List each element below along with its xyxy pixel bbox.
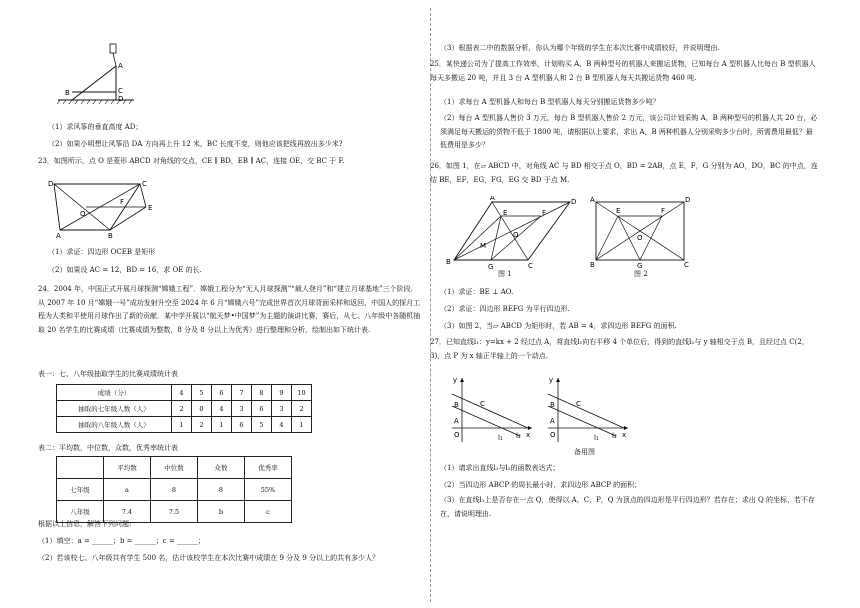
q27-part1: （1）请求出直线l₁与l₂的函数表达式；	[440, 464, 560, 472]
q24-part2: （2）若该校七、八年级共有学生 500 名，估计该校学生在本次比赛中成绩在 9 分及 9 分以上的共有多少人？	[38, 554, 380, 562]
kite-figure	[56, 40, 136, 108]
table-cell: 抽取的七年级人数（人）	[57, 401, 172, 417]
kite-label-a: A	[118, 62, 123, 70]
q26-stem: 26．如图 1，在▱ ABCD 中，对角线 AC 与 BD 相交于点 O，BD = 2AB，点 E，F，G 分别为 AO，DO，BC 的中点，连结 BE，EF，EG，FG，EG 交 BD 于点 M.	[430, 162, 818, 184]
table-cell: 4	[212, 401, 232, 417]
table-cell: 7.5	[151, 501, 198, 523]
line-label-l2: l₂	[516, 432, 521, 440]
table-cell: 4	[172, 385, 192, 401]
q26-part3: （3）如图 2，当▱ ABCD 为矩形时，若 AB = 4，求四边形 BEFG 的面积.	[440, 322, 677, 330]
table-cell: 平均数	[104, 457, 151, 479]
fig2-label-c: C	[684, 261, 689, 269]
table-cell: c	[245, 501, 292, 523]
line-label-l1: l₁	[498, 434, 503, 442]
rhombus-label-b: B	[108, 232, 113, 240]
table-cell: 9	[272, 385, 292, 401]
q27-part2: （2）当四边形 ABCP 的周长最小时，求四边形 ABCP 的面积；	[440, 481, 642, 489]
q25-part2: （2）每台 A 型机器人售价 3 万元，每台 B 型机器人售价 2 万元，该公司计划采购 A，B 两种型号的机器人共 20 台，必须满足每天搬运的货物不低于 1800 吨，请根据以上要求，求出 A，B 两种机器人分别采购多少台时，所需费用最低？最低费用是多少？	[440, 114, 818, 149]
fig1-label-g: G	[488, 263, 494, 271]
table-cell: 8	[252, 385, 272, 401]
fig2-label-d: D	[685, 196, 691, 204]
point-label-b: B	[550, 401, 555, 409]
fig2-caption: 图 2	[634, 270, 648, 278]
axis-label-origin: O	[550, 431, 556, 439]
fig2-label-f: F	[661, 207, 666, 215]
table-cell: 七年级	[57, 479, 104, 501]
line-label-l2: l₂	[612, 432, 617, 440]
table-row	[57, 417, 312, 433]
table-row	[57, 385, 312, 401]
table-cell: 6	[252, 401, 272, 417]
kite-label-c: C	[118, 87, 123, 95]
axis-label-x: x	[622, 431, 627, 439]
q24-part3: （3）根据表二中的数据分析，你认为哪个年级的学生在本次比赛中成绩较好，并说明理由.	[440, 44, 720, 52]
point-label-b: B	[454, 401, 459, 409]
table-cell: 2	[192, 417, 212, 433]
kite-label-d: D	[118, 95, 124, 103]
q25-stem: 25．某快递公司为了提高工作效率，计划购买 A，B 两种型号的机器人来搬运货物，已知每台 A 型机器人比每台 B 型机器人每天多搬运 20 吨，并且 3 台 A 型机器人和 2 台 B 型机器人每天共搬运货物 460 吨.	[430, 60, 816, 82]
table1-title: 表一：七、八年级抽取学生的比赛成绩统计表	[38, 370, 178, 378]
table-cell: 抽取的八年级人数（人）	[57, 417, 172, 433]
table-cell: 0	[192, 401, 212, 417]
fig1-label-b: B	[446, 258, 451, 266]
point-label-c: C	[480, 400, 485, 408]
q24-stem: 24．2004 年，中国正式开展月球探测“嫦娥工程”．嫦娥工程分为“无人月球探测”“载人登月”和“建立月球基地”三个阶段．从 2007 年 10 月“嫦娥一号”成功发射升空至 2024 年 6 月“嫦娥六号”完成世界首次月球背面采样和返回，中国人的探月工程为人类和平使用月球作出了新的贡献．某中学开展以“航天梦•中国梦”为主题的演讲比赛，赛后，从七、八年级中各随机抽取 20 名学生的比赛成绩（比赛成绩为整数，8 分及 8 分以上为优秀）进行整理和分析，绘制出如下统计表.	[38, 285, 421, 334]
q26-part2: （2）求证：四边形 BEFG 为平行四边形.	[440, 305, 570, 313]
table-row	[57, 457, 292, 479]
point-label-a: A	[550, 417, 555, 425]
q23-stem: 23．如图所示，点 O 是菱形 ABCD 对角线的交点，CE ∥ BD，EB ∥ AC，连接 OE，交 BC 于 F.	[38, 157, 345, 165]
table-cell: 1	[172, 417, 192, 433]
table-cell: 7.4	[104, 501, 151, 523]
table-cell: 8	[198, 479, 245, 501]
q24-part1: （1）填空：a = ______；b = ______；c = ______；	[38, 537, 205, 545]
table-cell: 3	[232, 401, 252, 417]
table-row	[57, 479, 292, 501]
table-cell: 1	[292, 417, 312, 433]
fig1-label-m: M	[480, 242, 487, 250]
table2-title: 表二：平均数，中位数，众数，优秀率统计表	[38, 444, 178, 452]
left-column	[38, 0, 430, 608]
q27-part3: （3）在直线l₁上是否存在一点 Q，使得以 A，C，P，Q 为顶点的四边形是平行四边形？若存在；求出 Q 的坐标，若不存在，请说明理由.	[440, 496, 815, 518]
q22-part1: （1）求风筝的垂直高度 AD；	[48, 123, 143, 131]
q24-intro: 根据以上信息，解答下列问题:	[38, 520, 132, 528]
q26-part1: （1）求证：BE ⊥ AO.	[440, 288, 514, 296]
fig2-label-o: O	[637, 234, 643, 242]
backup-figure-caption: 备用图	[574, 448, 595, 456]
table-cell	[57, 457, 104, 479]
rhombus-label-f: F	[120, 198, 125, 206]
kite-label-b: B	[65, 89, 70, 97]
fig2-label-g: G	[637, 262, 643, 270]
table-cell: 1	[212, 417, 232, 433]
table-cell: 成绩（分）	[57, 385, 172, 401]
table-cell: 6	[232, 417, 252, 433]
q27-stem: 27．已知直线l₁：y=kx + 2 经过点 A，将直线l₁向右平移 4 个单位后，得到的直线l₂与 y 轴相交于点 B，且经过点 C(2，3)，点 P 为 x 轴正半轴上的一个动点.	[430, 338, 809, 360]
q23-part1: （1）求证：四边形 OCEB 是矩形	[48, 248, 156, 256]
fig2-label-a: A	[590, 196, 595, 204]
table-cell: 8	[151, 479, 198, 501]
right-column	[430, 0, 820, 608]
table-cell: 5	[252, 417, 272, 433]
table-cell: 3	[272, 401, 292, 417]
axis-label-x: x	[526, 431, 531, 439]
fig1-label-f: F	[542, 209, 547, 217]
table-cell: 5	[192, 385, 212, 401]
rhombus-label-e: E	[148, 204, 153, 212]
rhombus-label-c: C	[142, 180, 147, 188]
table-cell: 优秀率	[245, 457, 292, 479]
axis-label-y: y	[453, 376, 458, 384]
fig1-label-a: A	[490, 196, 495, 202]
column-divider	[430, 8, 431, 602]
fig2-label-e: E	[616, 207, 621, 215]
stats-table	[56, 456, 292, 523]
axis-label-origin: O	[454, 431, 460, 439]
point-label-c: C	[576, 400, 581, 408]
table-cell: 10	[292, 385, 312, 401]
line-label-l1: l₁	[594, 434, 599, 442]
table-cell: 6	[212, 385, 232, 401]
point-label-a: A	[454, 417, 459, 425]
axis-label-y: y	[549, 376, 554, 384]
rhombus-label-a: A	[56, 232, 61, 240]
fig2-label-b: B	[590, 261, 595, 269]
rhombus-label-d: D	[48, 180, 54, 188]
fig1-caption: 图 1	[498, 270, 512, 278]
fig1-label-e: E	[503, 209, 508, 217]
rectangle-figure-2	[588, 196, 692, 272]
table-cell: 2	[292, 401, 312, 417]
table-cell: 中位数	[151, 457, 198, 479]
fig1-label-c: C	[528, 262, 533, 270]
fig1-label-d: D	[571, 198, 577, 206]
fig1-label-o: O	[513, 231, 519, 239]
coordinate-figure	[450, 376, 534, 444]
q22-part2: （2）如果小明想让风筝沿 DA 方向再上升 12 米，BC 长度不变，则他应该把线再放出多少米?	[48, 140, 343, 148]
q25-part1: （1）求每台 A 型机器人和每台 B 型机器人每天分别搬运货物多少吨？	[440, 98, 660, 106]
table-cell: 众数	[198, 457, 245, 479]
parallelogram-figure-1	[446, 196, 578, 278]
table-cell: 7	[232, 385, 252, 401]
backup-coordinate-figure	[546, 376, 630, 444]
table-row	[57, 401, 312, 417]
table-cell: 4	[272, 417, 292, 433]
table-cell: 55%	[245, 479, 292, 501]
rhombus-figure	[48, 178, 160, 240]
q23-part2: （2）如果设 AC = 12，BD = 16，求 OE 的长.	[48, 266, 202, 274]
score-table	[56, 384, 312, 433]
rhombus-label-o: O	[80, 210, 86, 218]
table-cell: a	[104, 479, 151, 501]
table-cell: 八年级	[57, 501, 104, 523]
table-cell: b	[198, 501, 245, 523]
table-cell: 2	[172, 401, 192, 417]
